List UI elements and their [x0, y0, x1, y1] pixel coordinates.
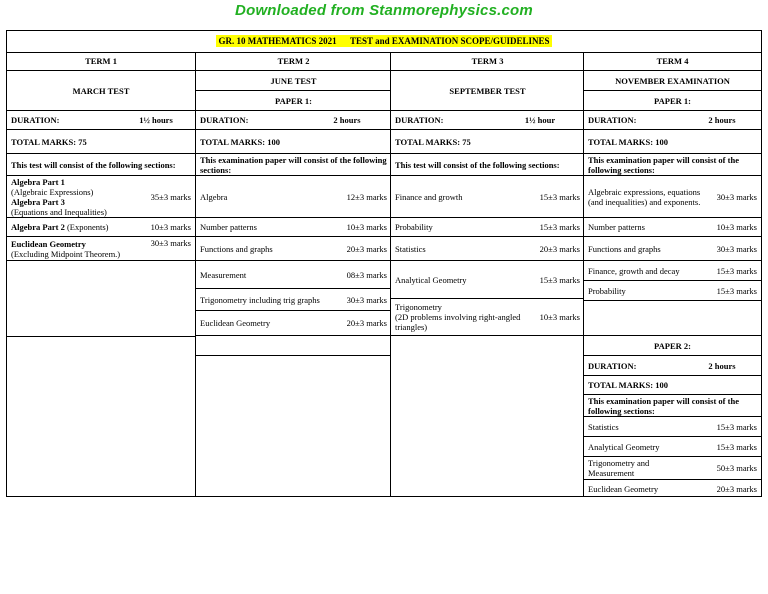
term2-s4-marks: 08±3 marks	[346, 269, 387, 280]
term1-s3-marks: 30±3 marks	[150, 238, 191, 248]
term3-section-statistics	[391, 237, 584, 261]
term3-section-probability	[391, 218, 584, 237]
table-title: GR. 10 MATHEMATICS 2021 TEST and EXAMINATION SCOPE/GUIDELINES	[216, 35, 553, 47]
term3-duration-label: DURATION:	[395, 115, 444, 125]
term2-s1-name: Algebra	[200, 191, 228, 202]
term1-s2-marks: 10±3 marks	[150, 222, 191, 232]
term3-column	[390, 52, 584, 496]
term4-p2-intro: This examination paper will consist of the following sections:	[584, 395, 761, 417]
term4-p1-total-marks: TOTAL MARKS: 100	[584, 130, 761, 154]
term2-paper: PAPER 1:	[196, 91, 391, 111]
term2-total-marks: TOTAL MARKS: 100	[196, 130, 391, 154]
term3-section-trigonometry	[391, 299, 584, 336]
term2-s5-name: Trigonometry including trig graphs	[200, 294, 320, 305]
scope-table	[6, 30, 762, 497]
term2-s1-marks: 12±3 marks	[346, 191, 387, 202]
term1-intro: This test will consist of the following sections:	[7, 154, 195, 176]
term2-s6-marks: 20±3 marks	[346, 318, 387, 328]
term4-p2-s4-marks: 20±3 marks	[716, 483, 757, 494]
term2-duration-label: DURATION:	[200, 115, 249, 125]
term4-heading: TERM 4	[584, 52, 761, 71]
term2-s2-name: Number patterns	[200, 222, 257, 232]
term4-p1-s3-name: Functions and graphs	[588, 243, 661, 254]
term4-p1-section-probability	[584, 281, 761, 301]
term3-section-analytical	[391, 261, 584, 299]
term4-p1-s4-name: Finance, growth and decay	[588, 265, 680, 276]
term4-paper1: PAPER 1:	[584, 91, 761, 111]
term4-p2-section-trigonometry	[584, 457, 761, 480]
term4-p2-s3-marks: 50±3 marks	[716, 463, 757, 473]
term1-s3-desc: (Excluding Midpoint Theorem.)	[11, 248, 121, 259]
term3-s3-name: Statistics	[395, 243, 426, 254]
table-title-bar	[7, 31, 761, 53]
term1-divider	[7, 336, 195, 337]
term1-total-marks: TOTAL MARKS: 75	[7, 130, 195, 154]
term1-s2-title: Algebra Part 2	[11, 222, 65, 232]
term3-s1-marks: 15±3 marks	[539, 191, 580, 202]
term2-section-functions	[196, 237, 391, 261]
term3-section-finance	[391, 176, 584, 218]
term4-p2-s4-name: Euclidean Geometry	[588, 483, 659, 494]
term4-paper2: PAPER 2:	[584, 336, 761, 356]
term4-p1-section-number-patterns	[584, 218, 761, 237]
term1-s3-title: Euclidean Geometry	[11, 238, 86, 249]
term2-column	[195, 52, 391, 496]
term2-heading: TERM 2	[196, 52, 391, 71]
term1-column	[7, 52, 195, 496]
term1-s2-desc: (Exponents)	[64, 222, 109, 232]
term3-s2-name: Probability	[395, 222, 433, 232]
term3-s4-name: Analytical Geometry	[395, 274, 467, 285]
term3-s4-marks: 15±3 marks	[539, 274, 580, 285]
term4-p2-duration-label: DURATION:	[588, 360, 637, 371]
term2-section-measurement	[196, 261, 391, 289]
term2-section-trigonometry	[196, 289, 391, 311]
download-banner[interactable]: Downloaded from Stanmorephysics.com	[235, 2, 533, 19]
term4-p2-s1-name: Statistics	[588, 421, 619, 432]
term4-p1-s2-name: Number patterns	[588, 222, 645, 232]
term1-s1-desc-b: (Equations and Inequalities)	[11, 206, 107, 217]
term2-s4-name: Measurement	[200, 269, 247, 280]
term4-p1-section-finance	[584, 261, 761, 281]
term1-s1-title-a: Algebra Part 1	[11, 176, 65, 187]
term3-s5-marks: 10±3 marks	[539, 312, 580, 322]
term3-heading: TERM 3	[391, 52, 584, 71]
term4-p2-s1-marks: 15±3 marks	[716, 421, 757, 432]
term1-s1-desc-a: (Algebraic Expressions)	[11, 186, 94, 197]
term4-p1-duration: 2 hours	[708, 115, 736, 125]
term4-p1-duration-label: DURATION:	[588, 115, 637, 125]
term2-duration-row	[196, 111, 391, 130]
term4-p2-total-marks: TOTAL MARKS: 100	[584, 376, 761, 395]
term4-p2-section-statistics	[584, 417, 761, 437]
term4-p2-section-euclidean	[584, 480, 761, 497]
term1-duration-label: DURATION:	[11, 115, 60, 125]
term4-p2-duration-row	[584, 356, 761, 376]
term1-duration: 1½ hours	[139, 115, 173, 125]
term4-p2-s3-name: Trigonometry and Measurement	[588, 458, 650, 478]
term2-s5-marks: 30±3 marks	[346, 294, 387, 305]
term4-p1-duration-row	[584, 111, 761, 130]
term4-p1-section-algebra	[584, 176, 761, 218]
term1-section-1	[7, 176, 195, 218]
term2-s3-name: Functions and graphs	[200, 243, 273, 254]
term2-s3-marks: 20±3 marks	[346, 243, 387, 254]
term4-p1-s5-name: Probability	[588, 285, 626, 296]
term1-s1-marks: 35±3 marks	[150, 191, 191, 202]
term2-intro: This examination paper will consist of the following sections:	[196, 154, 391, 176]
term4-column	[583, 52, 761, 496]
term3-test-name: SEPTEMBER TEST	[391, 71, 584, 111]
term2-empty-row	[196, 336, 391, 356]
term2-duration: 2 hours	[333, 115, 361, 125]
term4-p1-s1-marks: 30±3 marks	[716, 191, 757, 202]
term2-section-algebra	[196, 176, 391, 218]
term4-p1-s5-marks: 15±3 marks	[716, 285, 757, 296]
term3-s3-marks: 20±3 marks	[539, 243, 580, 254]
term3-duration-row	[391, 111, 584, 130]
term4-p1-s1-name: Algebraic expressions, equations (and inequalities) and exponents.	[588, 186, 701, 207]
term2-section-number-patterns	[196, 218, 391, 237]
term2-s2-marks: 10±3 marks	[346, 222, 387, 232]
term1-test-name: MARCH TEST	[7, 71, 195, 111]
term4-p1-section-functions	[584, 237, 761, 261]
term1-heading: TERM 1	[7, 52, 195, 71]
term2-test-name: JUNE TEST	[196, 71, 391, 91]
term4-p2-s2-marks: 15±3 marks	[716, 441, 757, 452]
term2-section-euclidean	[196, 311, 391, 336]
term3-total-marks: TOTAL MARKS: 75	[391, 130, 584, 154]
term1-section-3	[7, 237, 195, 261]
term4-p2-s2-name: Analytical Geometry	[588, 441, 660, 452]
term3-s2-marks: 15±3 marks	[539, 222, 580, 232]
term1-s1-title-b: Algebra Part 3	[11, 196, 65, 207]
term1-duration-row	[7, 111, 195, 130]
term4-p1-s2-marks: 10±3 marks	[716, 222, 757, 232]
term4-p2-duration: 2 hours	[708, 360, 736, 371]
term3-s1-name: Finance and growth	[395, 191, 463, 202]
term2-s6-name: Euclidean Geometry	[200, 318, 271, 328]
term4-p1-s4-marks: 15±3 marks	[716, 265, 757, 276]
term1-section-2	[7, 218, 195, 237]
term4-empty-row	[584, 301, 761, 336]
term4-test-name: NOVEMBER EXAMINATION	[584, 71, 761, 91]
term3-duration: 1½ hour	[524, 115, 556, 125]
term4-p1-intro: This examination paper will consist of the following sections:	[584, 154, 761, 176]
term3-s5-name: Trigonometry (2D problems involving right-angled triangles)	[395, 302, 521, 332]
term4-p1-s3-marks: 30±3 marks	[716, 243, 757, 254]
term3-intro: This test will consist of the following sections:	[391, 154, 584, 176]
term4-p2-section-analytical	[584, 437, 761, 457]
